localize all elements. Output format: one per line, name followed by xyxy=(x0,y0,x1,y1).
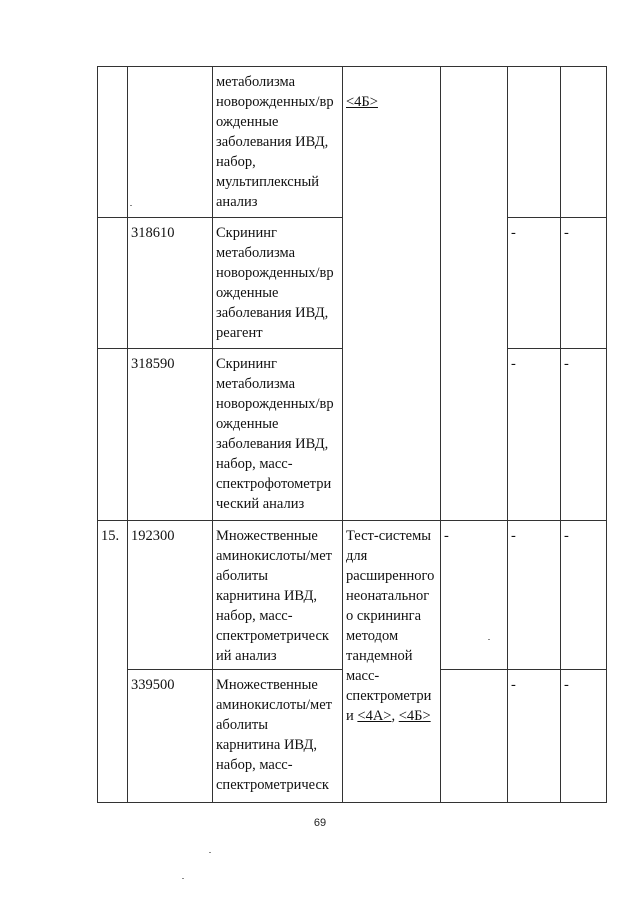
row-number-cell xyxy=(98,67,128,218)
row-number-cell xyxy=(98,218,128,349)
value-cell xyxy=(441,670,508,803)
code-cell: 318610 xyxy=(128,218,213,349)
row-number-cell: 15. xyxy=(98,521,128,803)
value-cell: - xyxy=(561,670,607,803)
reference-4a-link[interactable]: <4А> xyxy=(357,708,392,724)
data-table xyxy=(97,66,607,803)
reference-separator: , xyxy=(391,708,399,724)
row-number-cell xyxy=(98,349,128,521)
table-row xyxy=(98,67,607,218)
value-cell xyxy=(508,67,561,218)
value-cell: - xyxy=(561,218,607,349)
value-cell: - xyxy=(508,670,561,803)
group-description: Тест-системы для расширенного неонатальног о скрининга методом тандемной масс- спектрометри и xyxy=(346,528,435,724)
value-cell: - xyxy=(508,218,561,349)
scan-speck xyxy=(130,205,132,206)
code-cell: 192300 xyxy=(128,521,213,670)
scan-speck xyxy=(182,878,184,879)
page-number: 69 xyxy=(313,817,327,829)
reference-4b-link[interactable]: <4Б> xyxy=(398,708,431,724)
name-cell: Множественные аминокислоты/мет аболиты карнитина ИВД, набор, масс- спектрометрическ xyxy=(213,670,343,803)
name-cell: Скрининг метаболизма новорожденных/вр ожденные заболевания ИВД, реагент xyxy=(213,218,343,349)
group-cell xyxy=(343,67,441,521)
name-cell: метаболизма новорожденных/вр ожденные заболевания ИВД, набор, мультиплексный анализ xyxy=(213,67,343,218)
code-cell: 339500 xyxy=(128,670,213,803)
reference-4b-link[interactable]: <4Б> xyxy=(346,94,378,110)
scan-speck xyxy=(488,639,490,640)
value-cell: - xyxy=(561,349,607,521)
value-cell xyxy=(561,67,607,218)
group-description-cell xyxy=(343,521,441,803)
name-cell: Множественные аминокислоты/мет аболиты карнитина ИВД, набор, масс- спектрометрическ ий анализ xyxy=(213,521,343,670)
value-cell: - xyxy=(441,521,508,670)
value-cell: - xyxy=(561,521,607,670)
table-row xyxy=(98,521,607,670)
value-cell: - xyxy=(508,521,561,670)
value-cell: - xyxy=(508,349,561,521)
name-cell: Скрининг метаболизма новорожденных/вр ожденные заболевания ИВД, набор, масс- спектрофотометри ческий анализ xyxy=(213,349,343,521)
scan-speck xyxy=(209,852,211,853)
code-cell: 318590 xyxy=(128,349,213,521)
empty-cell xyxy=(441,67,508,521)
code-cell xyxy=(128,67,213,218)
